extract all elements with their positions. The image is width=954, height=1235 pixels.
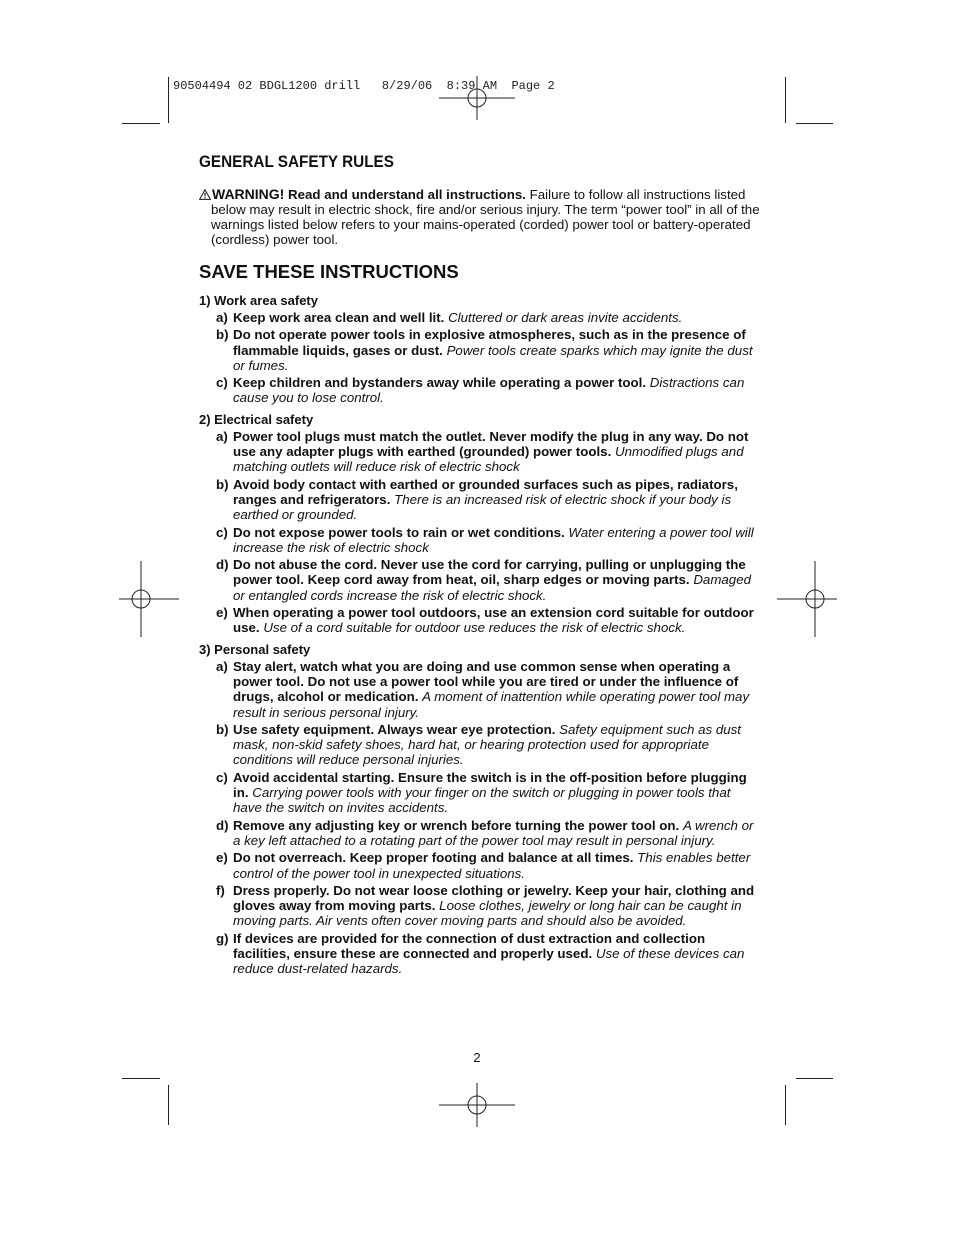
crop-mark <box>785 77 786 123</box>
rule-item <box>199 931 761 977</box>
rule-instruction: Use safety equipment. Always wear eye protection. <box>233 721 556 737</box>
rule-explanation: A moment of inattention while operating power tool may result in serious personal injury. <box>233 689 750 720</box>
rule-text <box>233 525 761 556</box>
rule-letter: b) <box>216 327 229 343</box>
rule-letter: c) <box>216 769 228 785</box>
rule-item <box>199 770 761 816</box>
rule-item <box>199 525 761 556</box>
registration-mark-top <box>439 60 515 136</box>
rules-section <box>199 293 761 406</box>
warning-text: Failure to follow all instructions listed below may result in electric shock, fire and/or serious injury. The term “power tool” in all of the warnings listed below refers to your mains-operated (corded) power tool or battery-operated (cordless) power tool. <box>211 187 760 247</box>
rule-text <box>233 429 761 475</box>
warning-block <box>199 187 761 247</box>
rule-instruction: Keep work area clean and well lit. <box>233 310 445 325</box>
rules-list <box>199 293 761 977</box>
rule-text <box>233 883 761 929</box>
rule-text <box>233 375 761 406</box>
rule-explanation: Carrying power tools with your finger on the switch or plugging in power tools that have the switch on invites accidents. <box>233 785 731 816</box>
rule-item <box>199 722 761 768</box>
rule-instruction: Avoid accidental starting. Ensure the switch is in the off-position before plugging in. <box>233 769 747 801</box>
rule-instruction: Dress properly. Do not wear loose clothing or jewelry. Keep your hair, clothing and gloves away from moving parts. <box>233 882 755 914</box>
rule-item <box>199 605 761 636</box>
rule-text <box>233 659 761 720</box>
rule-explanation: Damaged or entangled cords increase the risk of electric shock. <box>233 572 751 603</box>
page-title: GENERAL SAFETY RULES <box>199 152 394 171</box>
rule-letter: b) <box>216 721 229 737</box>
rule-text <box>233 770 761 816</box>
page-content <box>199 152 761 983</box>
rule-text <box>233 850 761 881</box>
rule-item <box>199 327 761 373</box>
rule-letter: e) <box>216 850 228 866</box>
warning-label: WARNING! <box>212 186 285 202</box>
rule-instruction: Power tool plugs must match the outlet. Never modify the plug in any way. Do not use any adapter plugs with earthed (grounded) power tools. <box>233 428 749 460</box>
rule-explanation: Distractions can cause you to lose control. <box>233 375 745 406</box>
rule-item <box>199 375 761 406</box>
warning-lead: Read and understand all instructions. <box>288 187 526 202</box>
rule-text <box>233 477 761 523</box>
rule-letter: d) <box>216 817 229 833</box>
rule-text <box>233 327 761 373</box>
rule-explanation: Safety equipment such as dust mask, non-skid safety shoes, hard hat, or hearing protection used for appropriate conditions will reduce personal injuries. <box>233 721 741 768</box>
crop-mark <box>168 77 169 123</box>
rule-explanation: Power tools create sparks which may ignite the dust or fumes. <box>233 342 753 373</box>
warning-triangle-icon <box>199 189 211 200</box>
rule-text <box>233 557 761 603</box>
rule-instruction: Remove any adjusting key or wrench before turning the power tool on. <box>233 817 680 833</box>
rule-instruction: Stay alert, watch what you are doing and use common sense when operating a power tool. Do not use a power tool while you are tired or under the influence of drugs, alcohol or medication. <box>233 658 739 705</box>
rule-item <box>199 429 761 475</box>
rule-item <box>199 883 761 929</box>
crop-mark <box>796 1078 833 1079</box>
crop-mark <box>168 1085 169 1125</box>
rule-item <box>199 850 761 881</box>
crop-mark <box>122 123 160 124</box>
rule-letter: c) <box>216 375 228 391</box>
rule-instruction: When operating a power tool outdoors, use an extension cord suitable for outdoor use. <box>233 605 754 636</box>
rule-item <box>199 477 761 523</box>
rule-letter: g) <box>216 930 229 946</box>
rule-letter: a) <box>216 310 228 325</box>
rule-explanation: Use of these devices can reduce dust-related hazards. <box>233 945 745 977</box>
rule-letter: a) <box>216 658 228 674</box>
rule-letter: e) <box>216 605 228 621</box>
rule-explanation: Water entering a power tool will increase the risk of electric shock <box>233 524 754 555</box>
rule-letter: a) <box>216 428 228 444</box>
registration-mark-bottom <box>439 1067 515 1143</box>
rule-letter: f) <box>216 882 225 898</box>
rule-letter: d) <box>216 557 229 573</box>
rule-instruction: Do not abuse the cord. Never use the cord for carrying, pulling or unplugging the power tool. Keep cord away from heat, oil, sharp edges or moving parts. <box>233 557 746 588</box>
rule-explanation: Use of a cord suitable for outdoor use reduces the risk of electric shock. <box>263 620 686 636</box>
rule-explanation: A wrench or a key left attached to a rotating part of the power tool may result in personal injury. <box>233 817 754 848</box>
rule-text <box>233 310 761 325</box>
rule-text <box>233 605 761 636</box>
page-number: 2 <box>473 1050 481 1065</box>
registration-mark-left <box>103 561 179 637</box>
rule-text <box>233 931 761 977</box>
rule-letter: b) <box>216 476 229 492</box>
rule-instruction: Do not expose power tools to rain or wet conditions. <box>233 524 565 540</box>
rule-explanation: Loose clothes, jewelry or long hair can be caught in moving parts. Air vents often cover moving parts and should also be avoided. <box>233 898 742 929</box>
rule-explanation: There is an increased risk of electric shock if your body is earthed or grounded. <box>233 491 732 523</box>
rule-instruction: Avoid body contact with earthed or grounded surfaces such as pipes, radiators, ranges and refrigerators. <box>233 476 738 507</box>
section-title: 2) Electrical safety <box>199 411 314 427</box>
section-title: 1) Work area safety <box>199 293 318 308</box>
crop-mark <box>785 1085 786 1125</box>
print-slug: 90504494 02 BDGL1200 drill 8/29/06 8:39 AM Page 2 <box>173 79 555 93</box>
registration-mark-right <box>777 561 853 637</box>
rule-instruction: Do not overreach. Keep proper footing and balance at all times. <box>233 850 634 866</box>
rule-explanation: Cluttered or dark areas invite accidents. <box>448 310 683 325</box>
section-title: 3) Personal safety <box>199 641 311 657</box>
rule-instruction: Do not operate power tools in explosive atmospheres, such as in the presence of flammable liquids, gases or dust. <box>233 327 746 358</box>
crop-mark <box>796 123 833 124</box>
rule-item <box>199 818 761 849</box>
rule-text <box>233 722 761 768</box>
rule-letter: c) <box>216 524 228 540</box>
rule-explanation: This enables better control of the power tool in unexpected situations. <box>233 850 751 881</box>
rule-text <box>233 818 761 849</box>
section-heading: SAVE THESE INSTRUCTIONS <box>199 261 459 282</box>
rule-item <box>199 310 761 325</box>
rule-instruction: If devices are provided for the connection of dust extraction and collection facilities, ensure these are connected and properly used. <box>233 930 706 961</box>
rules-section <box>199 412 761 636</box>
crop-mark <box>122 1078 160 1079</box>
rule-item <box>199 557 761 603</box>
rule-explanation: Unmodified plugs and matching outlets will reduce risk of electric shock <box>233 444 744 475</box>
rule-instruction: Keep children and bystanders away while operating a power tool. <box>233 375 647 391</box>
rules-section <box>199 642 761 977</box>
rule-item <box>199 659 761 720</box>
